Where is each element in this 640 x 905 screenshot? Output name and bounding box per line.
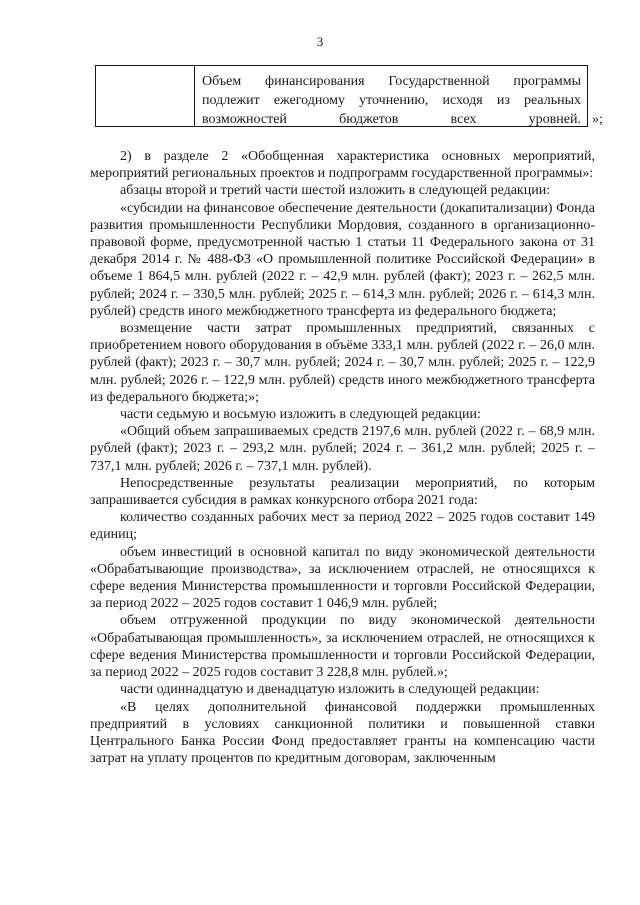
page-number: 3	[316, 34, 324, 49]
paragraph: возмещение части затрат промышленных предприятий, связанных с приобретением нового оборудования в объёме 333,1 млн. рублей (2022 г. – 26,0 млн. рублей (факт); 2023 г. – 30,7 млн. рублей; 2024 г. – 30,7 млн. рублей; 2025 г. – 122,9 млн. рублей; 2026 г. – 122,9 млн. рублей) средств иного межбюджетного трансферта из федерального бюджета;»;	[90, 321, 595, 405]
paragraph: «В целях дополнительной финансовой поддержки промышленных предприятий в условиях санкционной политики и повышенной ставки Центрального Банка России Фонд предоставляет гранты на компенсацию части затрат на уплату процентов по кредитным договорам, заключенным	[90, 699, 595, 767]
paragraph: объем инвестиций в основной капитал по виду экономической деятельности «Обрабатывающие производства», за исключением отраслей, не относящихся к сфере ведения Министерства промышленности и торговли Российской Федерации, за период 2022 – 2025 годов составит 1 046,9 млн. рублей;	[90, 544, 595, 612]
paragraph: части седьмую и восьмую изложить в следующей редакции:	[120, 407, 481, 423]
paragraph: 2) в разделе 2 «Обобщенная характеристика основных мероприятий, мероприятий региональных проектов и подпрограмм государственной программы»:	[90, 149, 595, 182]
closing-quote: »;	[592, 112, 603, 127]
paragraph: части одиннадцатую и двенадцатую изложить в следующей редакции:	[120, 682, 540, 698]
table-cell-text: Объем финансирования Государственной программы подлежит ежегодному уточнению, исходя из реальных возможностей бюджетов всех уровней.	[202, 74, 581, 127]
table-column-divider	[194, 66, 195, 126]
paragraph: количество созданных рабочих мест за период 2022 – 2025 годов составит 149 единиц;	[90, 510, 595, 543]
paragraph: Непосредственные результаты реализации мероприятий, по которым запрашивается субсидия в рамках конкурсного отбора 2021 года:	[90, 475, 595, 509]
paragraph: «Общий объем запрашиваемых средств 2197,6 млн. рублей (2022 г. – 68,9 млн. рублей (факт); 2023 г. – 293,2 млн. рублей; 2024 г. – 361,2 млн. рублей; 2025 г. – 737,1 млн. рублей; 2026 г. – 737,1 млн. рублей).	[90, 424, 595, 474]
paragraph: абзацы второй и третий части шестой изложить в следующей редакции:	[120, 183, 551, 199]
table-frame	[95, 65, 588, 127]
paragraph: объем отгруженной продукции по виду экономической деятельности «Обрабатывающая промышленность», за исключением отраслей, не относящихся к сфере ведения Министерства промышленности и торговли Российской Федерации, за период 2022 – 2025 годов составит 3 228,8 млн. рублей.»;	[90, 613, 595, 681]
paragraph: «субсидии на финансовое обеспечение деятельности (докапитализации) Фонда развития промышленности Республики Мордовия, созданного в организационно-правовой форме, предусмотренной частью 1 статьи 11 Федерального закона от 31 декабря 2014 г. № 488-ФЗ «О промышленной политике Российской Федерации» в объеме 1 864,5 млн. рублей (2022 г. – 42,9 млн. рублей (факт); 2023 г. – 262,5 млн. рублей; 2024 г. – 330,5 млн. рублей; 2025 г. – 614,3 млн. рублей; 2026 г. – 614,3 млн. рублей) средств иного межбюджетного трансферта из федерального бюджета;	[90, 200, 595, 319]
financing-table	[95, 65, 588, 127]
document-body	[90, 148, 595, 767]
